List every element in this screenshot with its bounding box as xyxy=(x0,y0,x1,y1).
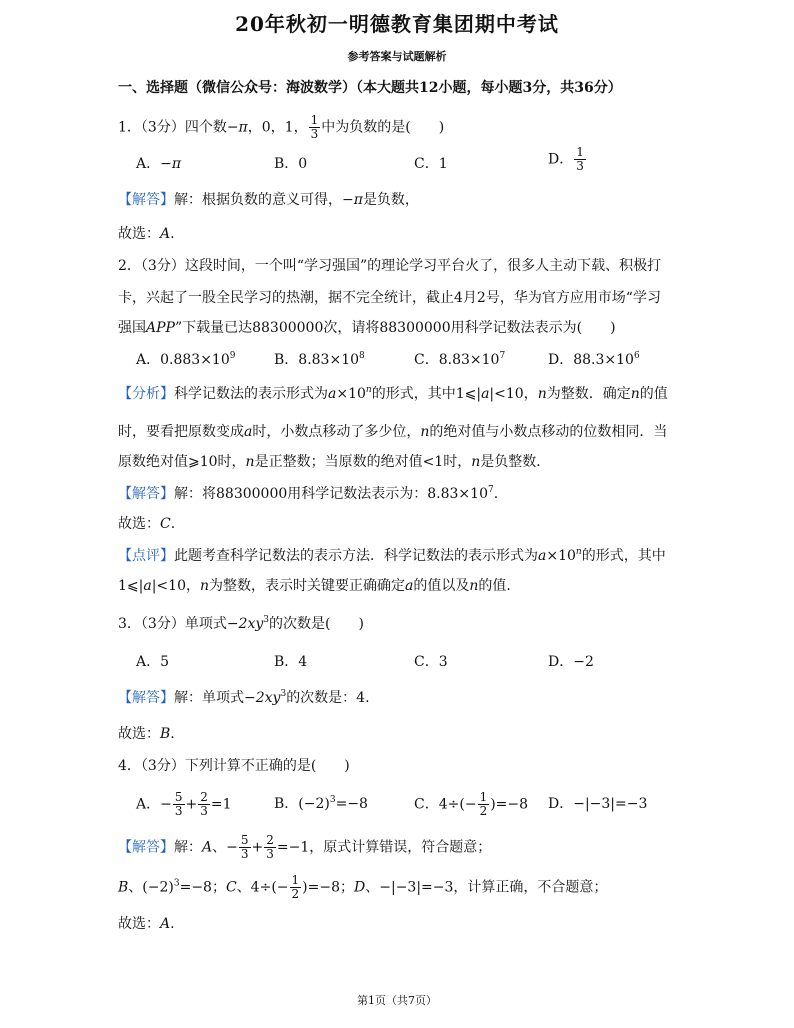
q4-opt-a-post: =1 xyxy=(210,796,232,813)
answer-tag: 【解答】 xyxy=(118,486,174,502)
q4-l2-c2: )=−8； xyxy=(302,879,355,896)
question-1-stem xyxy=(118,114,444,141)
q4-l2-frac xyxy=(290,874,302,901)
q1-fraction xyxy=(309,114,321,141)
q4-opt-b-exp: 3 xyxy=(329,795,336,805)
q4-opt-a-f1n: 5 xyxy=(174,790,183,804)
q2-an1-g: n xyxy=(537,386,547,402)
q2-analysis-2 xyxy=(118,422,667,442)
q2-answer-b: . xyxy=(493,486,499,502)
q1-opt-d-label: D． xyxy=(548,151,574,168)
question-3-stem xyxy=(118,614,364,634)
q3-answer-expr: −2xy xyxy=(244,690,281,706)
q4-answer-post: =−1，原式计算错误，符合题意； xyxy=(276,839,492,856)
q1-option-d xyxy=(548,146,587,173)
q3-option-c: C．3 xyxy=(414,654,448,670)
q1-stem-a: 1．（3分）四个数 xyxy=(118,119,227,136)
q2-choice xyxy=(118,514,175,534)
q1-option-a xyxy=(136,154,181,174)
q4-opt-a-frac1 xyxy=(173,791,185,818)
q2-an1-e: a xyxy=(481,386,490,402)
q2-line-1: 2．（3分）这段时间，一个叫“学习强国”的理论学习平台火了，很多人主动下载、积极打 xyxy=(118,258,662,274)
q3-answer-b: 的次数是：4. xyxy=(286,690,370,706)
q2-an2-a: 时，要看把原数变成 xyxy=(118,424,244,440)
q2-comment-2 xyxy=(118,576,511,596)
q2-opt-d: D．88.3×10 xyxy=(548,352,634,368)
q2-line-2: 卡，兴起了一股全民学习的热潮，据不完全统计，截止4月2号，华为官方应用市场“学习 xyxy=(118,290,661,306)
q2-cm2-b: a xyxy=(143,578,152,594)
answer-tag: 【解答】 xyxy=(118,839,174,856)
q4-opt-a-f2n: 2 xyxy=(200,790,208,804)
q1-option-c: C．1 xyxy=(414,156,448,172)
q2-an2-e: 的绝对值与小数点移动的位数相同．当 xyxy=(429,424,668,440)
q4-opt-b-label: B． xyxy=(274,796,299,812)
q2-option-c xyxy=(414,350,505,370)
q2-cm2-g: 的值以及 xyxy=(413,578,470,594)
q2-cm1-a: 此题考查科学记数法的表示方法．科学记数法的表示形式为 xyxy=(174,548,538,564)
q2-an1-c: ×10 xyxy=(336,386,366,402)
q4-answer-mid: + xyxy=(251,839,264,856)
q4-l2-d: 、−|−3|=−3，计算正确，不合题意； xyxy=(365,879,608,896)
q1-stem-c: 中为负数的是( ) xyxy=(321,119,445,136)
q2-an1-a: 科学记数法的表示形式为 xyxy=(174,386,328,402)
q2-cm2-e: 为整数，表示时关键要正确确定 xyxy=(209,578,406,594)
q4-l2-b-exp: 3 xyxy=(173,878,180,889)
q1-frac-num: 1 xyxy=(310,113,319,127)
q1-neg-pi: −π xyxy=(226,119,248,136)
q2-an1-f: |<10， xyxy=(489,386,538,402)
q4-choice xyxy=(118,914,175,934)
q2-cm2-d: n xyxy=(199,578,210,594)
q1-opt-d-num: 1 xyxy=(576,145,584,159)
q3-stem-b: 的次数是( ) xyxy=(269,616,364,632)
q4-answer-frac2 xyxy=(264,834,276,861)
q4-opt-c-fn: 1 xyxy=(479,790,488,804)
q2-answer-exp: 7 xyxy=(487,485,494,495)
q4-opt-c-pre: 4÷(− xyxy=(438,796,477,813)
q2-an3-a: 原数绝对值⩾10时， xyxy=(118,454,246,470)
analysis-tag: 【分析】 xyxy=(118,386,174,402)
q4-l2-B: B xyxy=(118,879,129,896)
q1-opt-d-fraction xyxy=(574,146,586,173)
q4-dot: . xyxy=(170,916,175,932)
q2-opt-d-exp: 6 xyxy=(633,351,640,361)
q4-opt-c-fd: 2 xyxy=(479,804,488,818)
q1-choose-label: 故选： xyxy=(118,226,160,242)
answer-tag: 【解答】 xyxy=(118,192,174,208)
q2-answer-a: 解：将88300000用科学记数法表示为：8.83×10 xyxy=(174,486,488,502)
q3-option-d: D．−2 xyxy=(548,654,594,670)
q2-opt-c: C．8.83×10 xyxy=(414,352,500,368)
q4-answer-letter: A xyxy=(202,839,213,856)
q3-stem-exp: 3 xyxy=(263,615,270,625)
page-subtitle: 参考答案与试题解析 xyxy=(347,50,447,63)
comment-tag: 【点评】 xyxy=(118,548,174,564)
q2-opt-b: B．8.83×10 xyxy=(274,352,360,368)
question-4-stem: 4．（3分）下列计算不正确的是( ) xyxy=(118,758,350,774)
q3-choose: B xyxy=(160,726,171,742)
page-title: 20年秋初一明德教育集团期中考试 xyxy=(235,12,559,36)
q1-opt-a-val: −π xyxy=(160,156,182,172)
q4-opt-a-f1d: 3 xyxy=(174,804,183,818)
q2-an1-i: n xyxy=(630,386,640,402)
q4-opt-a-label: A． xyxy=(136,796,161,813)
q2-an1-exp: n xyxy=(365,385,372,395)
q4-opt-b-post: =−8 xyxy=(335,796,368,812)
q4-option-a xyxy=(136,791,232,818)
q2-opt-c-exp: 7 xyxy=(499,351,506,361)
q4-opt-c-post: )=−8 xyxy=(490,796,529,813)
q2-cm2-a: 1⩽| xyxy=(118,578,144,594)
q1-answer-a: 解：根据负数的意义可得， xyxy=(174,192,342,208)
page-footer: 第1页（共7页） xyxy=(357,994,437,1007)
q2-an3-e: 是负整数． xyxy=(480,454,551,470)
q4-l2-D: D xyxy=(354,879,366,896)
q2-choose: C xyxy=(160,516,171,532)
q2-an1-h: 为整数．确定 xyxy=(546,386,631,402)
q4-l2-b2: =−8； xyxy=(179,879,226,896)
q4-answer xyxy=(118,834,491,861)
q2-option-d xyxy=(548,350,640,370)
q2-app: APP xyxy=(146,320,175,336)
q2-analysis-3 xyxy=(118,452,550,472)
q4-l2-cn: 1 xyxy=(291,873,300,887)
q2-opt-b-exp: 8 xyxy=(359,351,365,361)
q2-cm1-b: a xyxy=(538,548,547,564)
q1-choose: A xyxy=(160,226,171,242)
q1-option-b: B．0 xyxy=(274,156,308,172)
q4-choose-label: 故选： xyxy=(118,916,160,932)
q2-an3-d: n xyxy=(471,454,481,470)
q1-opt-a-label: A． xyxy=(136,156,161,172)
q2-cm2-f: a xyxy=(405,578,414,594)
q2-an2-d: n xyxy=(420,424,430,440)
q4-answer-f2n: 2 xyxy=(266,833,274,847)
q4-opt-a-f2d: 3 xyxy=(200,804,208,818)
q2-cm2-c: |<10， xyxy=(151,578,200,594)
q2-line3-a: 强国 xyxy=(118,320,146,336)
q2-line-3 xyxy=(118,318,616,338)
q4-answer-f1d: 3 xyxy=(240,847,249,861)
q3-answer-exp: 3 xyxy=(280,689,287,699)
q4-l2-C: C xyxy=(225,879,237,896)
q1-choice xyxy=(118,224,175,244)
q4-option-c xyxy=(414,791,528,818)
q2-choose-label: 故选： xyxy=(118,516,160,532)
q3-option-b: B．4 xyxy=(274,654,308,670)
q4-option-d: D．−|−3|=−3 xyxy=(548,796,648,812)
q2-option-a xyxy=(136,350,235,370)
q2-cm1-exp: n xyxy=(575,547,582,557)
q3-answer xyxy=(118,688,370,708)
q2-an1-b: a xyxy=(328,386,337,402)
q2-an2-c: 时，小数点移动了多少位， xyxy=(252,424,421,440)
q2-analysis-1 xyxy=(118,384,668,404)
q2-an3-b: n xyxy=(245,454,255,470)
q4-l2-b: 、(−2) xyxy=(128,879,174,896)
q4-answer-pre: − xyxy=(226,839,238,856)
q4-opt-c-label: C． xyxy=(414,796,439,813)
q4-answer-frac1 xyxy=(239,834,251,861)
q2-an3-c: 是正整数；当原数的绝对值<1时， xyxy=(254,454,472,470)
q1-stem-b: ，0，1， xyxy=(247,119,308,136)
q4-opt-a-frac2 xyxy=(198,791,210,818)
q2-an1-d: 的形式，其中1⩽| xyxy=(371,386,482,402)
q1-opt-d-den: 3 xyxy=(576,159,584,173)
q4-choose: A xyxy=(160,916,171,932)
q2-option-b xyxy=(274,350,365,370)
q1-dot: . xyxy=(170,226,175,242)
q4-answer-line-2 xyxy=(118,874,607,901)
q2-line3-b: ”下载量已达88300000次，请将88300000用科学记数法表示为( ) xyxy=(174,320,616,336)
q1-answer-b: 是负数， xyxy=(362,192,419,208)
q4-answer-f1n: 5 xyxy=(240,833,249,847)
q4-opt-a-pre: − xyxy=(160,796,172,813)
q2-opt-a: A．0.883×10 xyxy=(136,352,230,368)
q4-answer-f2d: 3 xyxy=(266,847,274,861)
q2-cm2-h: n xyxy=(469,578,479,594)
q4-l2-cd: 2 xyxy=(291,887,300,901)
q1-frac-den: 3 xyxy=(310,127,319,141)
q2-cm1-d: 的形式，其中 xyxy=(581,548,666,564)
q4-answer-a: 解： xyxy=(174,839,202,856)
section-heading: 一、选择题（微信公众号：海波数学）（本大题共12小题，每小题3分，共36分） xyxy=(118,80,622,96)
q4-answer-sep: 、 xyxy=(212,839,227,856)
q2-cm1-c: ×10 xyxy=(546,548,576,564)
q1-answer-pi: −π xyxy=(342,192,363,208)
q2-cm2-i: 的值. xyxy=(478,578,511,594)
q4-opt-a-mid: + xyxy=(185,796,198,813)
q3-stem-a: 3．（3分）单项式 xyxy=(118,616,227,632)
q2-dot: . xyxy=(170,516,176,532)
q3-answer-a: 解：单项式 xyxy=(174,690,244,706)
q3-stem-expr: −2xy xyxy=(226,616,264,632)
q3-choice xyxy=(118,724,175,744)
answer-tag: 【解答】 xyxy=(118,690,174,706)
q3-dot: . xyxy=(170,726,175,742)
q2-answer xyxy=(118,484,498,504)
q2-an2-b: a xyxy=(244,424,253,440)
q4-option-b xyxy=(274,794,368,814)
q2-comment-1 xyxy=(118,546,666,566)
q4-l2-c: 、4÷(− xyxy=(236,879,289,896)
q4-opt-c-frac xyxy=(478,791,490,818)
q3-option-a: A．5 xyxy=(136,654,170,670)
q4-opt-b-expr: (−2) xyxy=(298,796,330,812)
q1-answer xyxy=(118,190,419,210)
q3-choose-label: 故选： xyxy=(118,726,160,742)
q2-an1-j: 的值 xyxy=(639,386,668,402)
q2-opt-a-exp: 9 xyxy=(229,351,236,361)
